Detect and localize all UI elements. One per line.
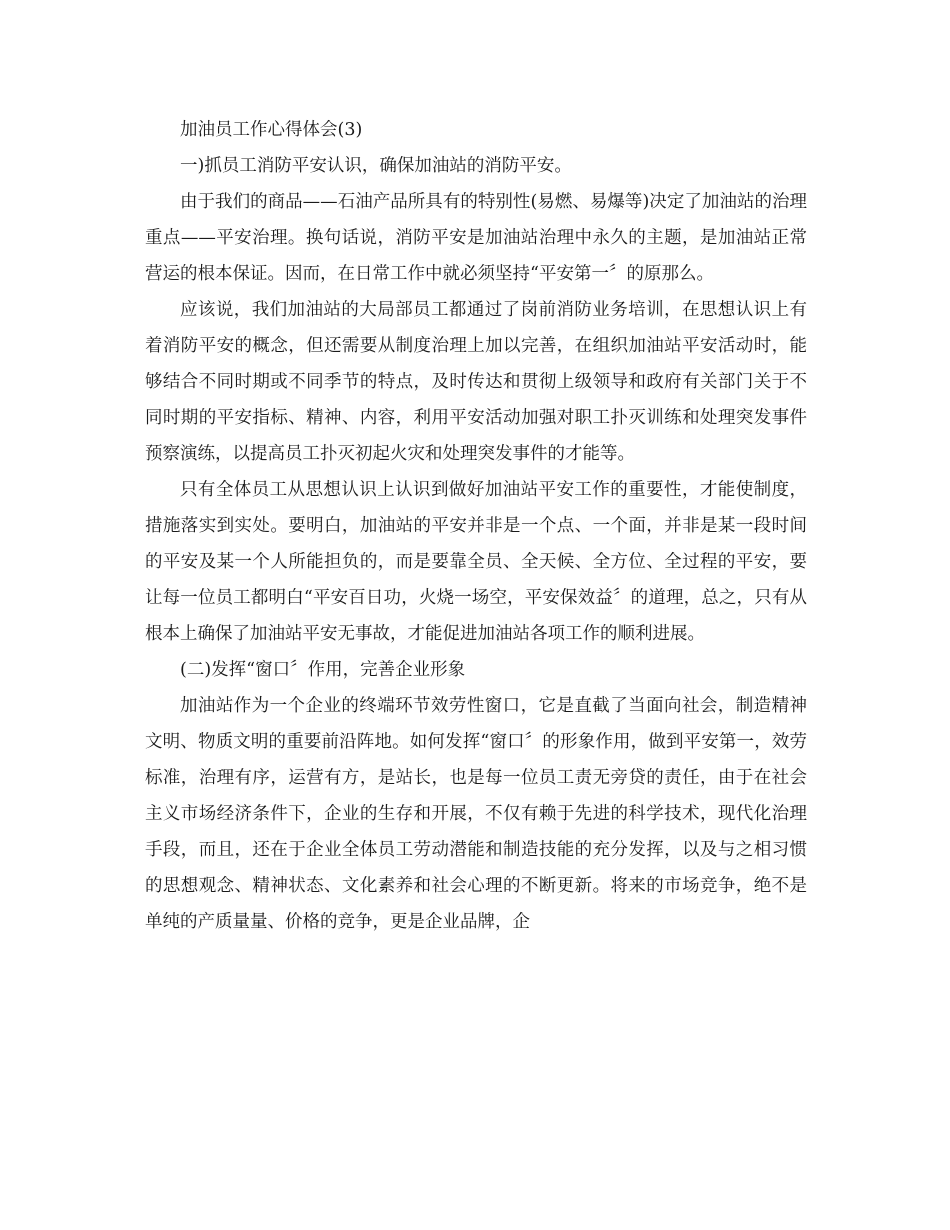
paragraph-4: 只有全体员工从思想认识上认识到做好加油站平安工作的重要性，才能使制度，措施落实到实处。要明白，加油站的平安并非是一个点、一个面，并非是某一段时间的平安及某一个人所能担负的，而是要靠全员、全天候、全方位、全过程的平安，要让每一位员工都明白“平安百日功，火烧一场空，平安保效益〞的道理，总之，只有从根本上确保了加油站平安无事故，才能促进加油站各项工作的顺利进展。 bbox=[145, 480, 807, 644]
paragraph-5: 加油站作为一个企业的终端环节效劳性窗口，它是直截了当面向社会，制造精神文明、物质文明的重要前沿阵地。如何发挥“窗口〞的形象作用，做到平安第一，效劳标准，治理有序，运营有方，是站长，也是每一位员工责无旁贷的责任，由于在社会主义市场经济条件下，企业的生存和开展，不仅有赖于先进的科学技术，现代化治理手段，而且，还在于企业全体员工劳动潜能和制造技能的充分发挥，以及与之相习惯的思想观念、精神状态、文化素养和社会心理的不断更新。将来的市场竞争，绝不是单纯的产质量量、价格的竞争，更是企业品牌，企 bbox=[145, 696, 807, 932]
document-title: 加油员工作心得体会(3) bbox=[180, 120, 363, 140]
paragraph-2: 由于我们的商品——石油产品所具有的特别性(易燃、易爆等)决定了加油站的治理重点——平安治理。换句话说，消防平安是加油站治理中永久的主题，是加油站正常营运的根本保证。因而，在日常工作中就必须坚持“平安第一〞的原那么。 bbox=[145, 192, 807, 284]
paragraph-1: 一)抓员工消防平安认识，确保加油站的消防平安。 bbox=[180, 156, 572, 176]
section-heading-2: (二)发挥“窗口〞作用，完善企业形象 bbox=[180, 660, 466, 680]
paragraph-3: 应该说，我们加油站的大局部员工都通过了岗前消防业务培训，在思想认识上有着消防平安的概念，但还需要从制度治理上加以完善，在组织加油站平安活动时，能够结合不同时期或不同季节的特点，及时传达和贯彻上级领导和政府有关部门关于不同时期的平安指标、精神、内容，利用平安活动加强对职工扑灭训练和处理突发事件预察演练，以提高员工扑灭初起火灾和处理突发事件的才能等。 bbox=[145, 300, 807, 464]
document-body bbox=[145, 112, 807, 940]
